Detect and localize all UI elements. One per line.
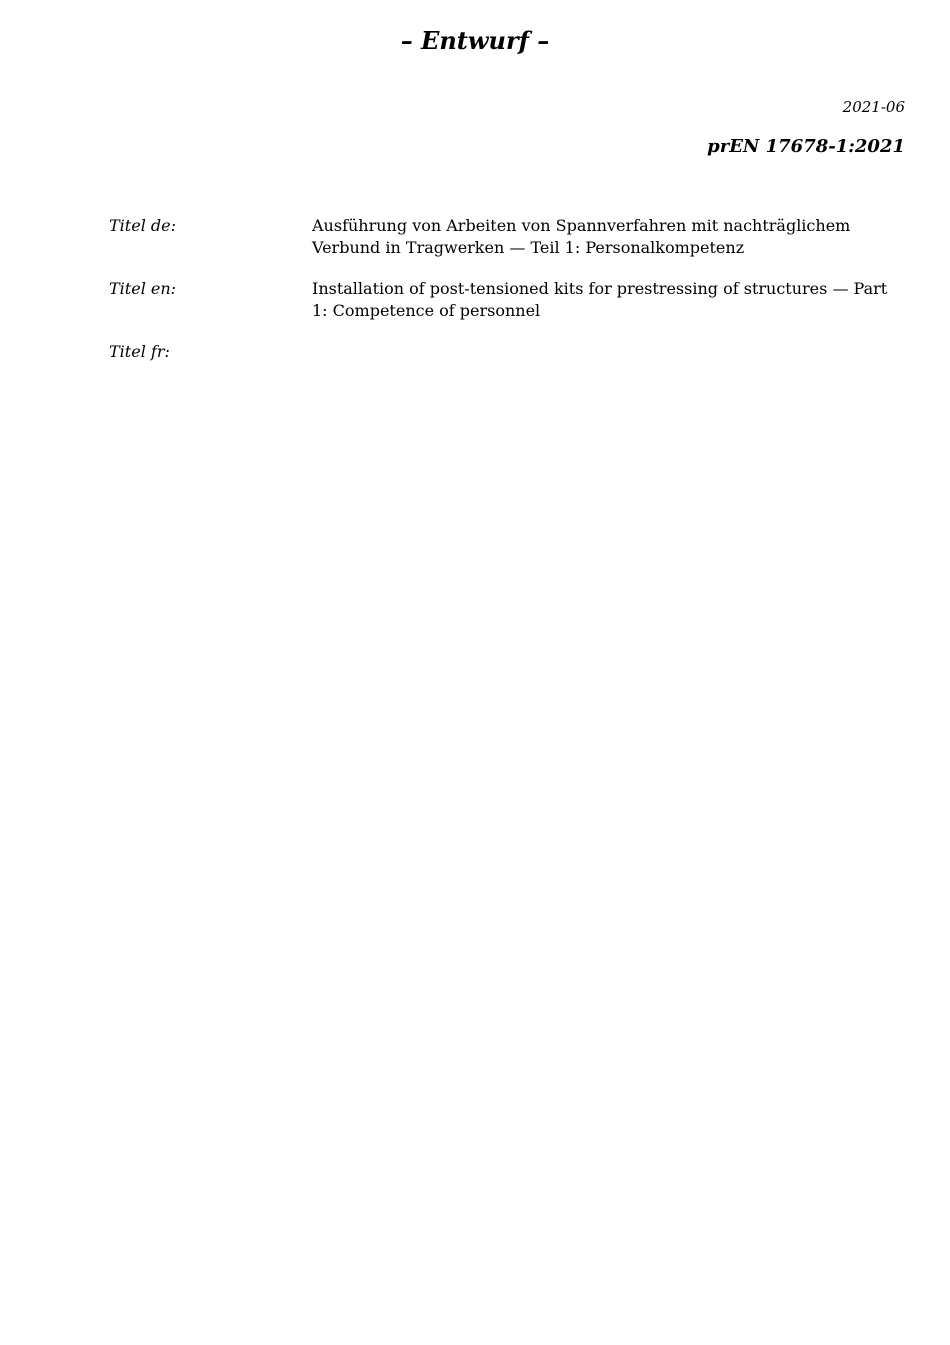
document-date: 2021-06 bbox=[842, 98, 905, 116]
title-text-fr bbox=[312, 341, 909, 363]
title-row-en bbox=[109, 278, 909, 322]
draft-heading: – Entwurf – bbox=[400, 26, 550, 55]
title-row-de bbox=[109, 215, 909, 259]
title-text-en: Installation of post-tensioned kits for prestressing of structures — Part 1: Competence of personnel bbox=[312, 279, 888, 320]
title-label-fr: Titel fr: bbox=[109, 342, 170, 361]
title-label-de: Titel de: bbox=[109, 216, 176, 235]
title-label-en: Titel en: bbox=[109, 279, 177, 298]
title-row-fr bbox=[109, 341, 909, 363]
document-number: prEN 17678-1:2021 bbox=[707, 136, 905, 157]
title-list bbox=[109, 215, 909, 382]
title-text-de: Ausführung von Arbeiten von Spannverfahren mit nachträglichem Verbund in Tragwerken — Teil 1: Personalkompetenz bbox=[312, 216, 851, 257]
